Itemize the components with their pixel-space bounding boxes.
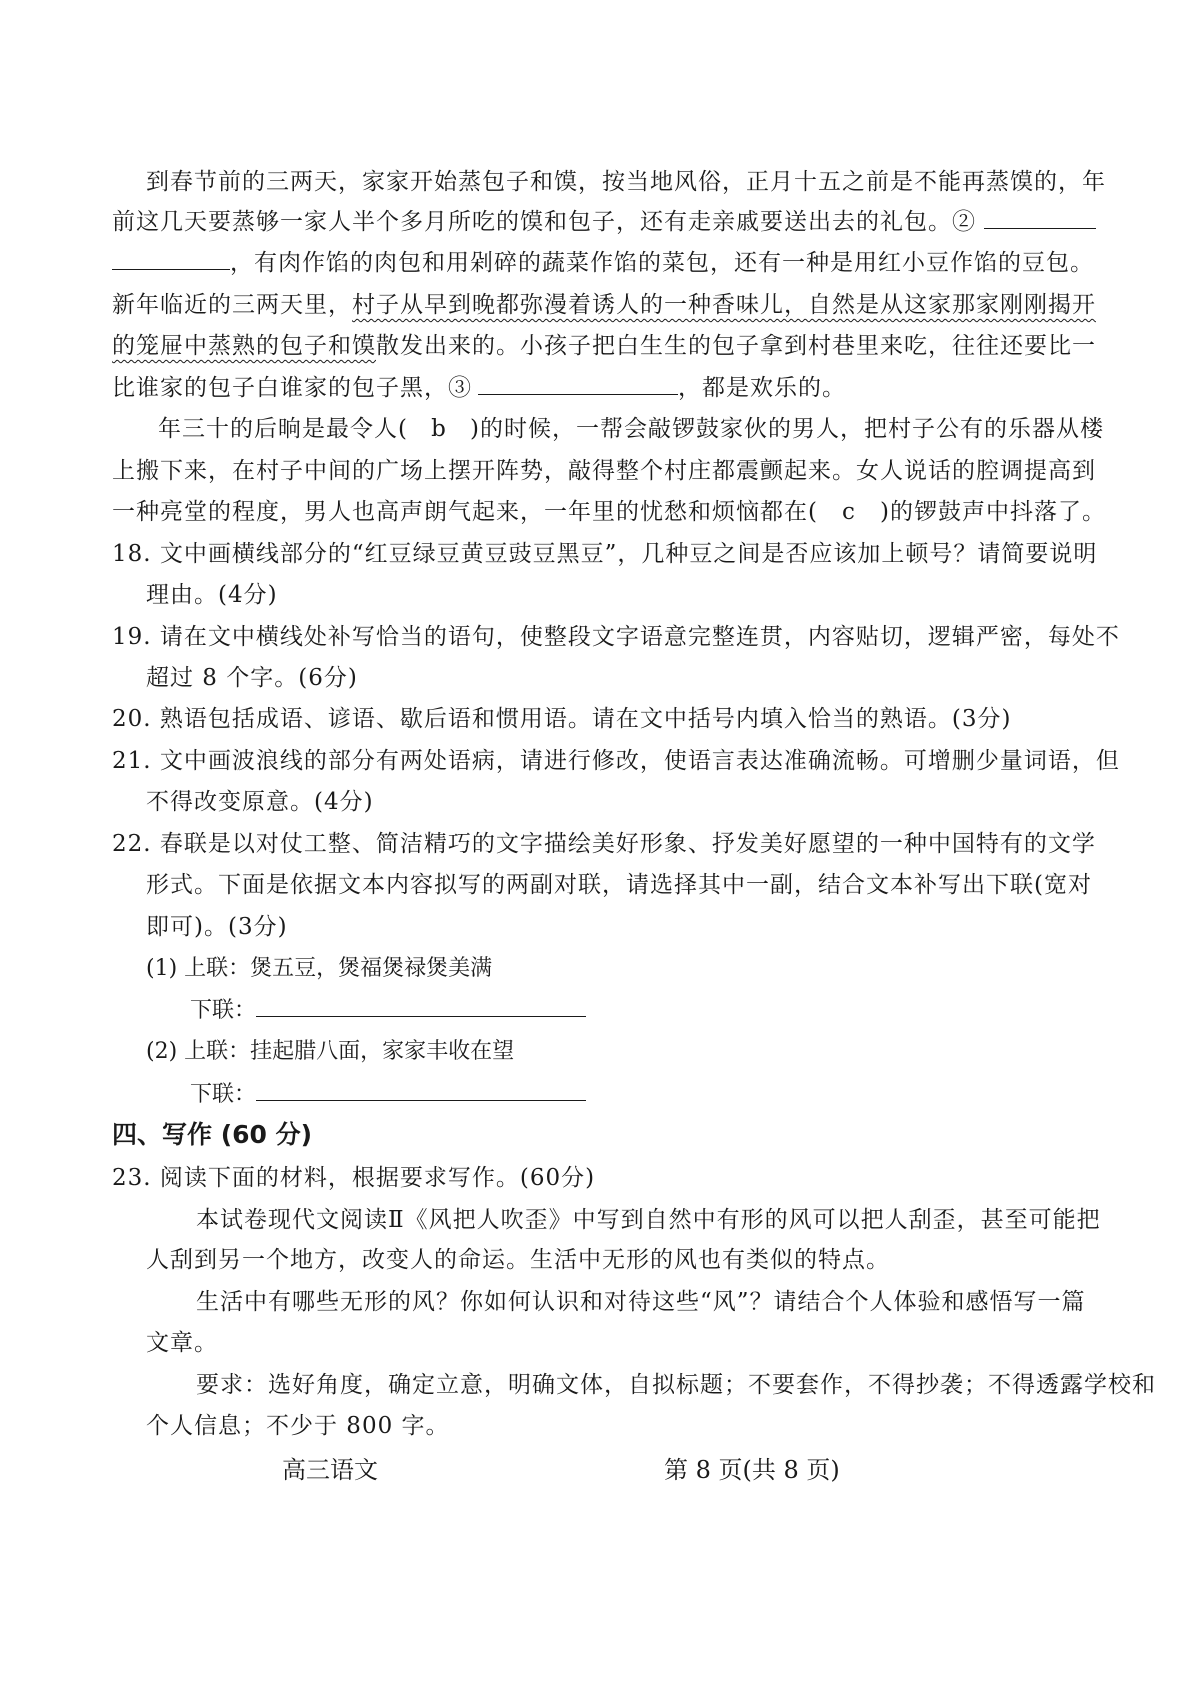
couplet-2-answer-line[interactable] [256, 1078, 586, 1101]
section-title-writing: 四、写作 (60 分) [112, 1120, 313, 1149]
material-line [196, 1286, 1086, 1318]
question-text: 20. 熟语包括成语、谚语、歇后语和惯用语。请在文中括号内填入恰当的熟语。(3分) [112, 706, 1012, 732]
material-text: 生活中有哪些无形的风？你如何认识和对待这些“风”？请结合个人体验和感悟写一篇 [196, 1289, 1086, 1315]
requirement-line [146, 1410, 450, 1442]
couplet-label-text: 下联： [190, 998, 257, 1023]
question-22-cont [146, 911, 288, 943]
passage-text: 新年临近的三两天里， [112, 292, 352, 318]
passage-text: ，都是欢乐的。 [678, 375, 846, 401]
material-text: 文章。 [146, 1330, 218, 1356]
passage-text: 一种亮堂的程度，男人也高声朗气起来，一年里的忧愁和烦恼都在( [112, 499, 818, 525]
passage-text: 散发出来的。小孩子把白生生的包子拿到村巷里来吃，往往还要比一 [376, 333, 1096, 359]
passage-text: ，有肉作馅的肉包和用剁碎的蔬菜作馅的菜包，还有一种是用红小豆作馅的豆包。 [230, 250, 1094, 276]
question-19 [112, 621, 1120, 653]
material-text: 本试卷现代文阅读Ⅱ《风把人吹歪》中写到自然中有形的风可以把人刮歪，甚至可能把 [196, 1207, 1101, 1233]
couplet-text: (1) 上联：煲五豆，煲福煲禄煲美满 [146, 956, 493, 981]
passage-text: 年三十的后晌是最令人( [158, 416, 408, 442]
question-text: 19. 请在文中横线处补写恰当的语句，使整段文字语意完整连贯，内容贴切，逻辑严密，每处不 [112, 624, 1120, 650]
passage-line [146, 166, 1106, 198]
idiom-blank-c[interactable]: c [842, 499, 856, 525]
couplet-1-lower [190, 994, 586, 1027]
question-text: 不得改变原意。(4分) [146, 789, 374, 815]
material-text: 人刮到另一个地方，改变人的命运。生活中无形的风也有类似的特点。 [146, 1247, 890, 1273]
question-text: 22. 春联是以对仗工整、简洁精巧的文字描绘美好形象、抒发美好愿望的一种中国特有的文学 [112, 831, 1096, 857]
idiom-blank-b[interactable]: b [431, 416, 447, 442]
question-text: 即可)。(3分) [146, 914, 288, 940]
passage-line [112, 206, 1096, 238]
couplet-2-upper [146, 1036, 514, 1068]
passage-text: 上搬下来，在村子中间的广场上摆开阵势，敲得整个村庄都震颤起来。女人说话的腔调提高到 [112, 458, 1096, 484]
question-text: 23. 阅读下面的材料，根据要求写作。(60分) [112, 1165, 596, 1191]
wavy-underlined-text: 的笼屉中蒸熟的包子和馍 [112, 333, 376, 359]
question-text: 18. 文中画横线部分的“红豆绿豆黄豆豉豆黑豆”，几种豆之间是否应该加上顿号？请简要说明 [112, 541, 1098, 567]
passage-line [158, 413, 1104, 445]
passage-text: 比谁家的包子白谁家的包子黑，③ [112, 375, 472, 401]
requirement-line [196, 1369, 1156, 1401]
footer-subject: 高三语文 [282, 1456, 378, 1484]
couplet-text: (2) 上联：挂起腊八面，家家丰收在望 [146, 1039, 515, 1064]
couplet-label-text: 下联： [190, 1082, 257, 1107]
passage-line [112, 247, 1094, 279]
question-21-cont [146, 786, 374, 818]
couplet-2-lower [190, 1078, 586, 1111]
passage-line [112, 455, 1096, 487]
requirement-text: 要求：选好角度，确定立意，明确文体，自拟标题；不要套作，不得抄袭；不得透露学校和 [196, 1372, 1156, 1398]
wavy-underlined-text: 村子从早到晚都弥漫着诱人的一种香味儿，自然是从这家那家刚刚揭开 [352, 292, 1096, 318]
passage-line [112, 289, 1096, 321]
question-18 [112, 538, 1097, 570]
question-text: 形式。下面是依据文本内容拟写的两副对联，请选择其中一副，结合文本补写出下联(宽对 [146, 872, 1092, 898]
material-line [146, 1244, 890, 1276]
passage-text: 前这几天要蒸够一家人半个多月所吃的馍和包子，还有走亲戚要送出去的礼包。② [112, 209, 976, 235]
footer-page-number: 第 8 页(共 8 页) [664, 1456, 840, 1484]
question-19-cont [146, 662, 358, 694]
couplet-1-answer-line[interactable] [256, 994, 586, 1017]
question-18-cont [146, 579, 278, 611]
passage-line [112, 496, 1106, 528]
requirement-text: 个人信息；不少于 800 字。 [146, 1413, 450, 1439]
question-20 [112, 703, 1011, 735]
passage-line [112, 330, 1096, 362]
question-text: 21. 文中画波浪线的部分有两处语病，请进行修改，使语言表达准确流畅。可增删少量词语，但 [112, 748, 1120, 774]
question-21 [112, 745, 1120, 777]
question-23 [112, 1162, 595, 1194]
material-line [146, 1327, 218, 1359]
question-text: 超过 8 个字。(6分) [146, 665, 358, 691]
answer-blank-2[interactable] [984, 206, 1096, 229]
question-22-cont [146, 869, 1092, 901]
passage-line [112, 372, 846, 404]
passage-text: )的锣鼓声中抖落了。 [879, 499, 1106, 525]
answer-blank-3[interactable] [478, 372, 678, 395]
material-line [196, 1204, 1101, 1236]
answer-blank-2-cont[interactable] [112, 247, 230, 270]
question-text: 理由。(4分) [146, 582, 278, 608]
question-22 [112, 828, 1096, 860]
passage-text: )的时候，一帮会敲锣鼓家伙的男人，把村子公有的乐器从楼 [469, 416, 1104, 442]
passage-text: 到春节前的三两天，家家开始蒸包子和馍，按当地风俗，正月十五之前是不能再蒸馍的，年 [146, 169, 1106, 195]
couplet-1-upper [146, 953, 492, 985]
